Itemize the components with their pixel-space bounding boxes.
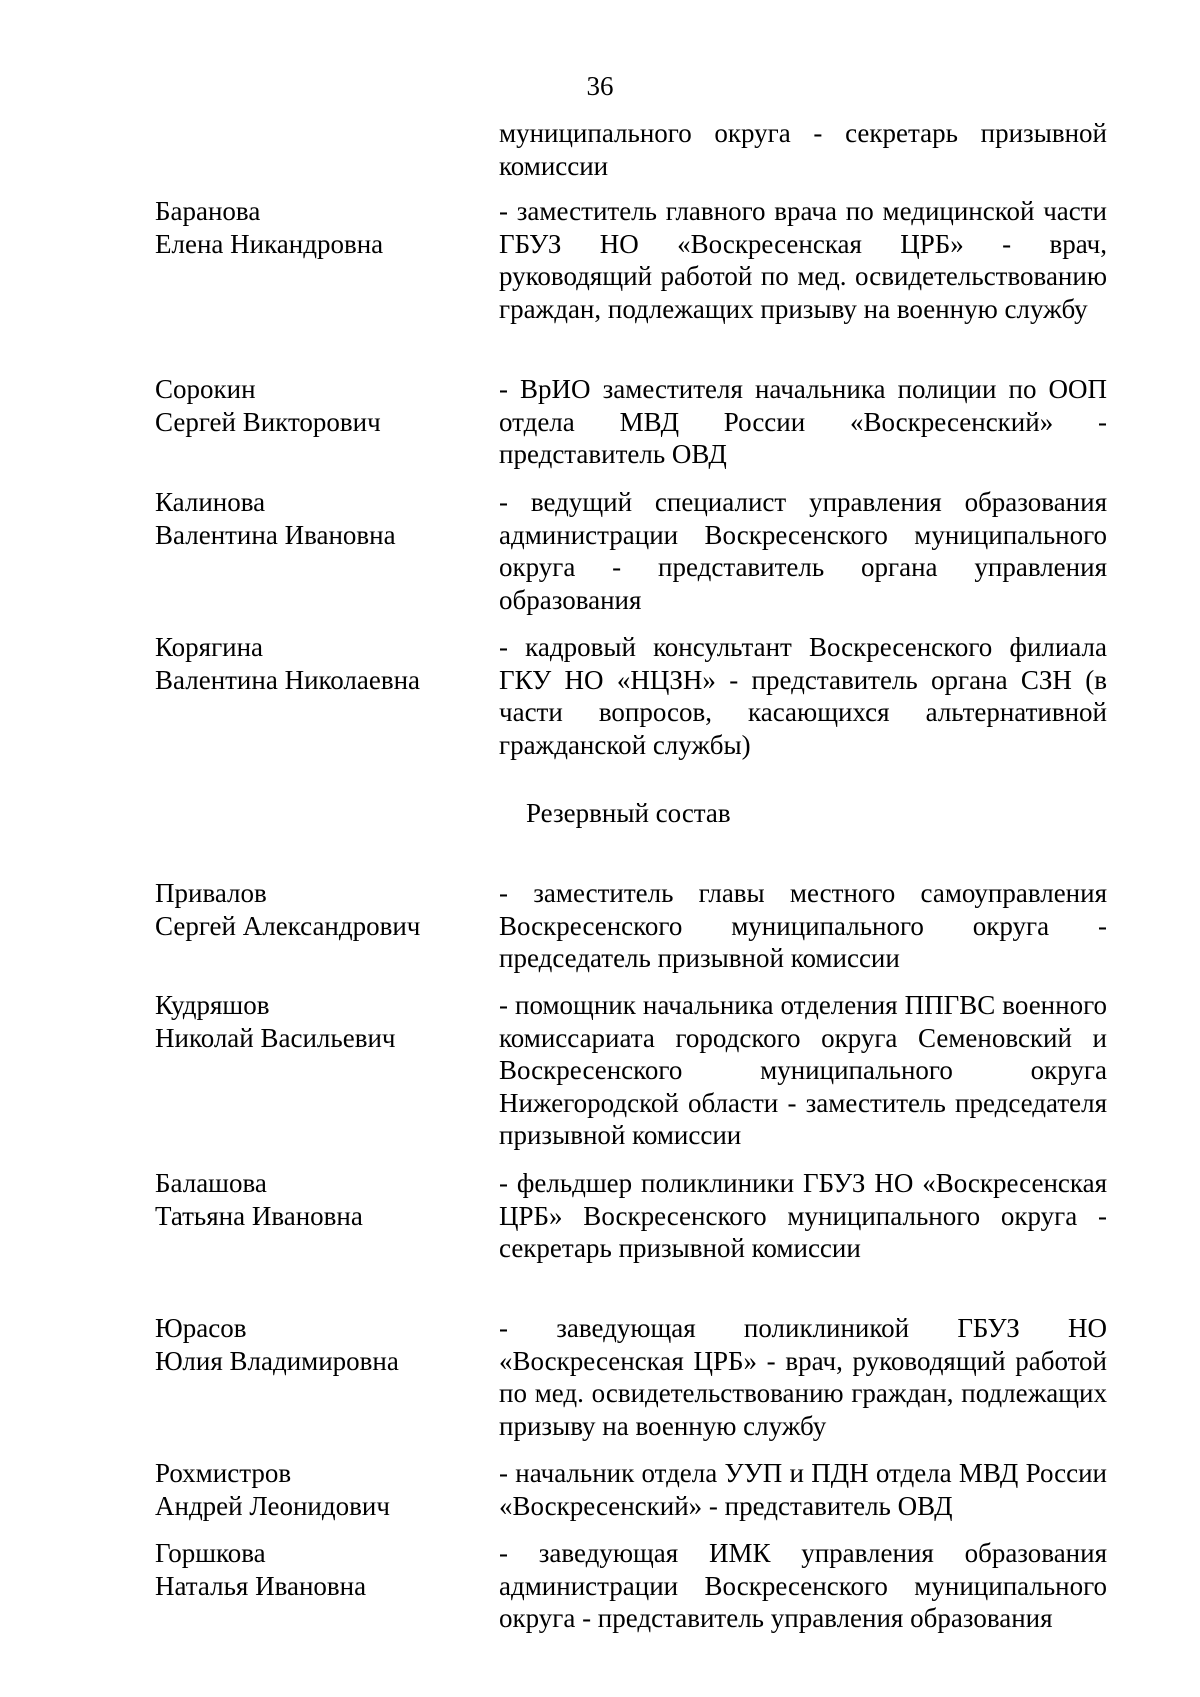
member-given-names: Николай Васильевич xyxy=(155,1022,396,1053)
member-surname: Рохмистров xyxy=(155,1458,292,1488)
member-name xyxy=(155,1167,475,1232)
continuation-text xyxy=(499,117,1107,182)
member-given-names: Валентина Николаевна xyxy=(155,664,421,695)
member-given-names: Елена Никандровна xyxy=(155,228,384,259)
member-surname: Юрасов xyxy=(155,1313,247,1343)
member-name xyxy=(155,631,475,696)
member-name xyxy=(155,195,475,260)
member-given-names: Сергей Александрович xyxy=(155,910,421,941)
member-role: - ведущий специалист управления образования администрации Воскресенского муниципального округа - представитель органа управления образования xyxy=(499,487,1107,615)
member-surname: Баранова xyxy=(155,196,261,226)
continuation-line: муниципального округа - секретарь призывной xyxy=(499,118,1107,148)
member-role: - заведующая ИМК управления образования администрации Воскресенского муниципального округа - представитель управления образования xyxy=(499,1538,1107,1634)
member-name xyxy=(155,486,475,551)
member-name xyxy=(155,989,475,1054)
member-name xyxy=(155,1457,475,1522)
member-surname: Кудряшов xyxy=(155,990,270,1020)
member-name xyxy=(155,877,475,942)
member-role: - ВрИО заместителя начальника полиции по ООП отдела МВД России «Воскресенский» - представитель ОВД xyxy=(499,374,1107,470)
continuation-line: комиссии xyxy=(499,150,609,181)
member-role: - кадровый консультант Воскресенского филиала ГКУ НО «НЦЗН» - представитель органа СЗН (в части вопросов, касающихся альтернативной гражданской службы) xyxy=(499,632,1107,760)
member-given-names: Юлия Владимировна xyxy=(155,1345,399,1376)
member-surname: Привалов xyxy=(155,878,267,908)
member-given-names: Андрей Леонидович xyxy=(155,1490,390,1521)
member-role: - начальник отдела УУП и ПДН отдела МВД России «Воскресенский» - представитель ОВД xyxy=(499,1458,1107,1521)
member-role: - помощник начальника отделения ППГВС военного комиссариата городского округа Семеновский и Воскресенского муниципального округа Нижегородской области - заместитель председателя призывной комиссии xyxy=(499,990,1107,1151)
member-surname: Корягина xyxy=(155,632,264,662)
member-role: - заместитель главного врача по медицинской части ГБУЗ НО «Воскресенская ЦРБ» - врач, руководящий работой по мед. освидетельствованию граждан, подлежащих призыву на военную службу xyxy=(499,196,1107,324)
member-role: - заведующая поликлиникой ГБУЗ НО «Воскресенская ЦРБ» - врач, руководящий работой по мед. освидетельствованию граждан, подлежащих призыву на военную службу xyxy=(499,1313,1107,1441)
member-surname: Сорокин xyxy=(155,374,256,404)
member-given-names: Наталья Ивановна xyxy=(155,1570,367,1601)
member-given-names: Татьяна Ивановна xyxy=(155,1200,363,1231)
member-given-names: Валентина Ивановна xyxy=(155,519,396,550)
page-number: 36 xyxy=(586,71,614,101)
member-surname: Калинова xyxy=(155,487,266,517)
member-given-names: Сергей Викторович xyxy=(155,406,381,437)
member-role: - заместитель главы местного самоуправления Воскресенского муниципального округа - председатель призывной комиссии xyxy=(499,878,1107,974)
member-surname: Балашова xyxy=(155,1168,267,1198)
member-name xyxy=(155,1312,475,1377)
section-heading: Резервный состав xyxy=(526,798,731,828)
member-role: - фельдшер поликлиники ГБУЗ НО «Воскресенская ЦРБ» Воскресенского муниципального округа - секретарь призывной комиссии xyxy=(499,1168,1107,1264)
member-name xyxy=(155,373,475,438)
member-surname: Горшкова xyxy=(155,1538,266,1568)
member-name xyxy=(155,1537,475,1602)
